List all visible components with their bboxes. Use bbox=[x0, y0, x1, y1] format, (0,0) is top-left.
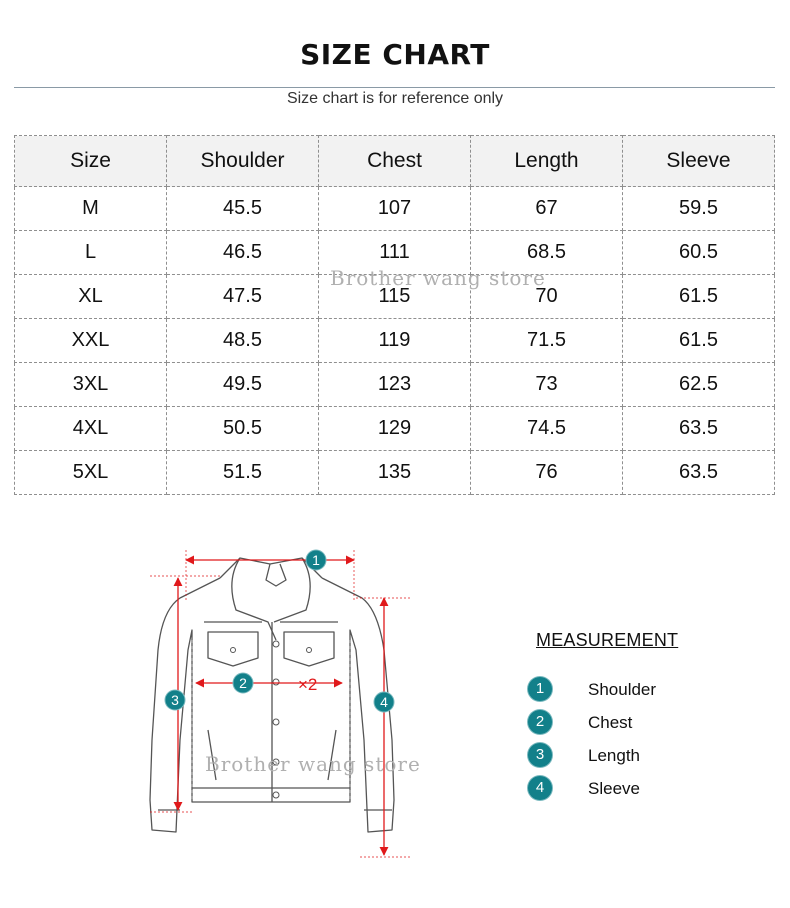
table-header-row bbox=[15, 136, 775, 187]
cell-shoulder: 49.5 bbox=[167, 363, 319, 407]
svg-text:2: 2 bbox=[239, 675, 247, 691]
svg-text:1: 1 bbox=[312, 552, 320, 568]
cell-chest: 111 bbox=[319, 231, 471, 275]
size-table bbox=[14, 135, 775, 495]
svg-text:4: 4 bbox=[380, 694, 388, 710]
legend-title: MEASUREMENT bbox=[536, 630, 679, 650]
chest-multiplier: ×2 bbox=[298, 675, 318, 694]
table-row bbox=[15, 451, 775, 495]
length-marker bbox=[165, 690, 185, 710]
store-watermark: Brother wang store bbox=[330, 266, 546, 290]
column-header-sleeve: Sleeve bbox=[623, 136, 775, 187]
measurement-lines bbox=[178, 560, 384, 855]
cell-length: 74.5 bbox=[471, 407, 623, 451]
page-title: SIZE CHART bbox=[300, 38, 490, 71]
cell-sleeve: 63.5 bbox=[623, 407, 775, 451]
legend-label: Shoulder bbox=[588, 680, 657, 699]
cell-sleeve: 61.5 bbox=[623, 319, 775, 363]
cell-shoulder: 50.5 bbox=[167, 407, 319, 451]
shoulder-marker bbox=[306, 550, 326, 570]
cell-size: XL bbox=[15, 275, 167, 319]
number-2-icon: 2 bbox=[528, 710, 552, 734]
column-header-length: Length bbox=[471, 136, 623, 187]
jacket-outline bbox=[150, 558, 394, 832]
legend-label: Sleeve bbox=[588, 779, 640, 798]
number-3-icon: 3 bbox=[528, 743, 552, 767]
number-1-icon: 1 bbox=[528, 677, 552, 701]
extension-lines bbox=[150, 550, 412, 857]
legend-label: Chest bbox=[588, 713, 633, 732]
cell-size: L bbox=[15, 231, 167, 275]
jacket-diagram bbox=[130, 540, 430, 870]
cell-length: 67 bbox=[471, 187, 623, 231]
table-row bbox=[15, 407, 775, 451]
table-row bbox=[15, 187, 775, 231]
cell-length: 71.5 bbox=[471, 319, 623, 363]
cell-sleeve: 59.5 bbox=[623, 187, 775, 231]
svg-text:3: 3 bbox=[171, 692, 179, 708]
cell-size: 3XL bbox=[15, 363, 167, 407]
cell-sleeve: 61.5 bbox=[623, 275, 775, 319]
table-row bbox=[15, 319, 775, 363]
cell-shoulder: 46.5 bbox=[167, 231, 319, 275]
cell-size: M bbox=[15, 187, 167, 231]
table-row bbox=[15, 363, 775, 407]
cell-size: 5XL bbox=[15, 451, 167, 495]
cell-size: XXL bbox=[15, 319, 167, 363]
number-4-icon: 4 bbox=[528, 776, 552, 800]
cell-chest: 119 bbox=[319, 319, 471, 363]
cell-sleeve: 63.5 bbox=[623, 451, 775, 495]
cell-length: 73 bbox=[471, 363, 623, 407]
cell-chest: 123 bbox=[319, 363, 471, 407]
cell-length: 70 bbox=[471, 275, 623, 319]
cell-chest: 129 bbox=[319, 407, 471, 451]
column-header-size: Size bbox=[15, 136, 167, 187]
cell-length: 68.5 bbox=[471, 231, 623, 275]
page-subtitle: Size chart is for reference only bbox=[286, 90, 504, 107]
store-watermark: Brother wang store bbox=[205, 752, 421, 776]
cell-sleeve: 60.5 bbox=[623, 231, 775, 275]
cell-sleeve: 62.5 bbox=[623, 363, 775, 407]
cell-shoulder: 51.5 bbox=[167, 451, 319, 495]
column-header-shoulder: Shoulder bbox=[167, 136, 319, 187]
cell-shoulder: 45.5 bbox=[167, 187, 319, 231]
cell-shoulder: 47.5 bbox=[167, 275, 319, 319]
cell-shoulder: 48.5 bbox=[167, 319, 319, 363]
legend-label: Length bbox=[588, 746, 640, 765]
cell-length: 76 bbox=[471, 451, 623, 495]
cell-chest: 135 bbox=[319, 451, 471, 495]
chest-marker bbox=[233, 673, 253, 693]
sleeve-marker bbox=[374, 692, 394, 712]
column-header-chest: Chest bbox=[319, 136, 471, 187]
title-divider bbox=[14, 87, 775, 88]
cell-chest: 115 bbox=[319, 275, 471, 319]
cell-chest: 107 bbox=[319, 187, 471, 231]
cell-size: 4XL bbox=[15, 407, 167, 451]
